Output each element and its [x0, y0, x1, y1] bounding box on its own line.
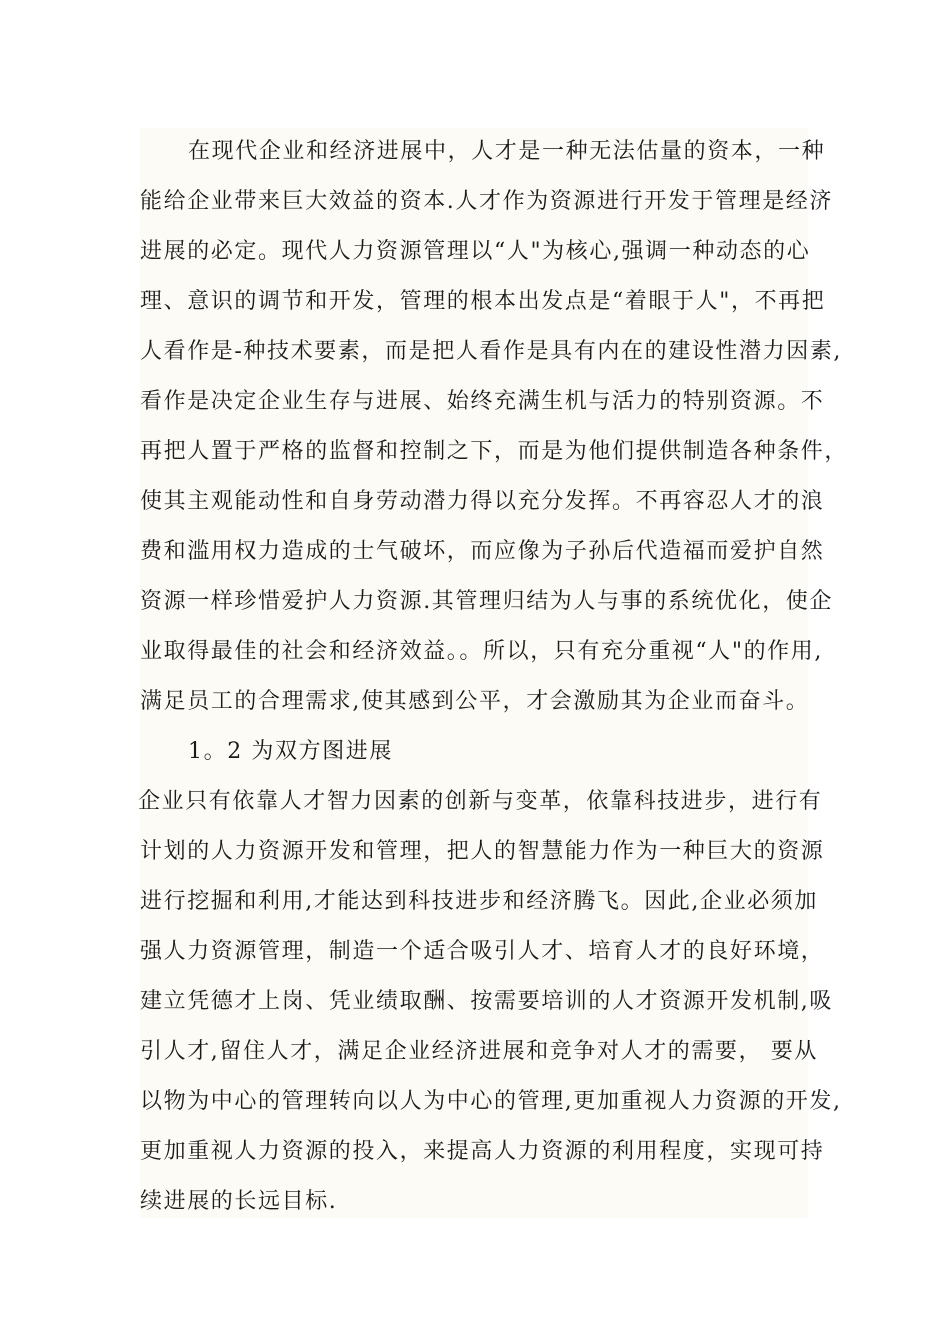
section-heading: 1。2 为双方图进展 — [188, 739, 393, 764]
paragraph-2-line-6: 引人才,留住人才，满足企业经济进展和竞争对人才的需要， 要从 — [140, 1039, 818, 1064]
paragraph-1-line-11: 业取得最佳的社会和经济效益。。所以，只有充分重视“人"的作用, — [140, 639, 823, 664]
document-body — [138, 128, 849, 1218]
paragraph-2-line-7: 以物为中心的管理转向以人为中心的管理,更加重视人力资源的开发, — [140, 1089, 842, 1114]
paragraph-1-line-10: 资源一样珍惜爱护人力资源.其管理归结为人与事的系统优化，使企 — [140, 589, 833, 614]
paragraph-2-line-2: 计划的人力资源开发和管理，把人的智慧能力作为一种巨大的资源 — [140, 839, 825, 864]
paragraph-1-line-3: 进展的必定。现代人力资源管理以“人"为核心,强调一种动态的心 — [140, 239, 811, 264]
paragraph-2-line-9: 续进展的长远目标. — [140, 1189, 338, 1214]
paragraph-1-line-8: 使其主观能动性和自身劳动潜力得以充分发挥。不再容忍人才的浪 — [140, 489, 825, 514]
paragraph-2-line-8: 更加重视人力资源的投入，来提高人力资源的利用程度，实现可持 — [140, 1139, 825, 1164]
paragraph-1-line-4: 理、意识的调节和开发，管理的根本出发点是“着眼于人"，不再把 — [140, 289, 826, 314]
paragraph-1-line-9: 费和滥用权力造成的士气破坏，而应像为子孙后代造福而爱护自然 — [140, 539, 825, 564]
paragraph-1-line-6: 看作是决定企业生存与进展、始终充满生机与活力的特别资源。不 — [140, 389, 825, 414]
paragraph-1-line-5: 人看作是-种技术要素，而是把人看作是具有内在的建设性潜力因素, — [140, 339, 843, 364]
paragraph-2-line-5: 建立凭德才上岗、凭业绩取酬、按需要培训的人才资源开发机制,吸 — [140, 989, 833, 1014]
paragraph-1-line-12: 满足员工的合理需求,使其感到公平，才会激励其为企业而奋斗。 — [140, 689, 810, 714]
paragraph-2-line-1: 企业只有依靠人才智力因素的创新与变革，依靠科技进步，进行有 — [138, 789, 823, 814]
paragraph-1-line-2: 能给企业带来巨大效益的资本.人才作为资源进行开发于管理是经济 — [140, 189, 833, 214]
paragraph-1-line-7: 再把人置于严格的监督和控制之下，而是为他们提供制造各种条件， — [140, 439, 849, 464]
paragraph-2-line-4: 强人力资源管理，制造一个适合吸引人才、培育人才的良好环境， — [140, 939, 825, 964]
paragraph-1-line-1: 在现代企业和经济进展中，人才是一种无法估量的资本，一种 — [188, 139, 826, 164]
paragraph-2-line-3: 进行挖掘和利用,才能达到科技进步和经济腾飞。因此,企业必须加 — [140, 889, 818, 914]
